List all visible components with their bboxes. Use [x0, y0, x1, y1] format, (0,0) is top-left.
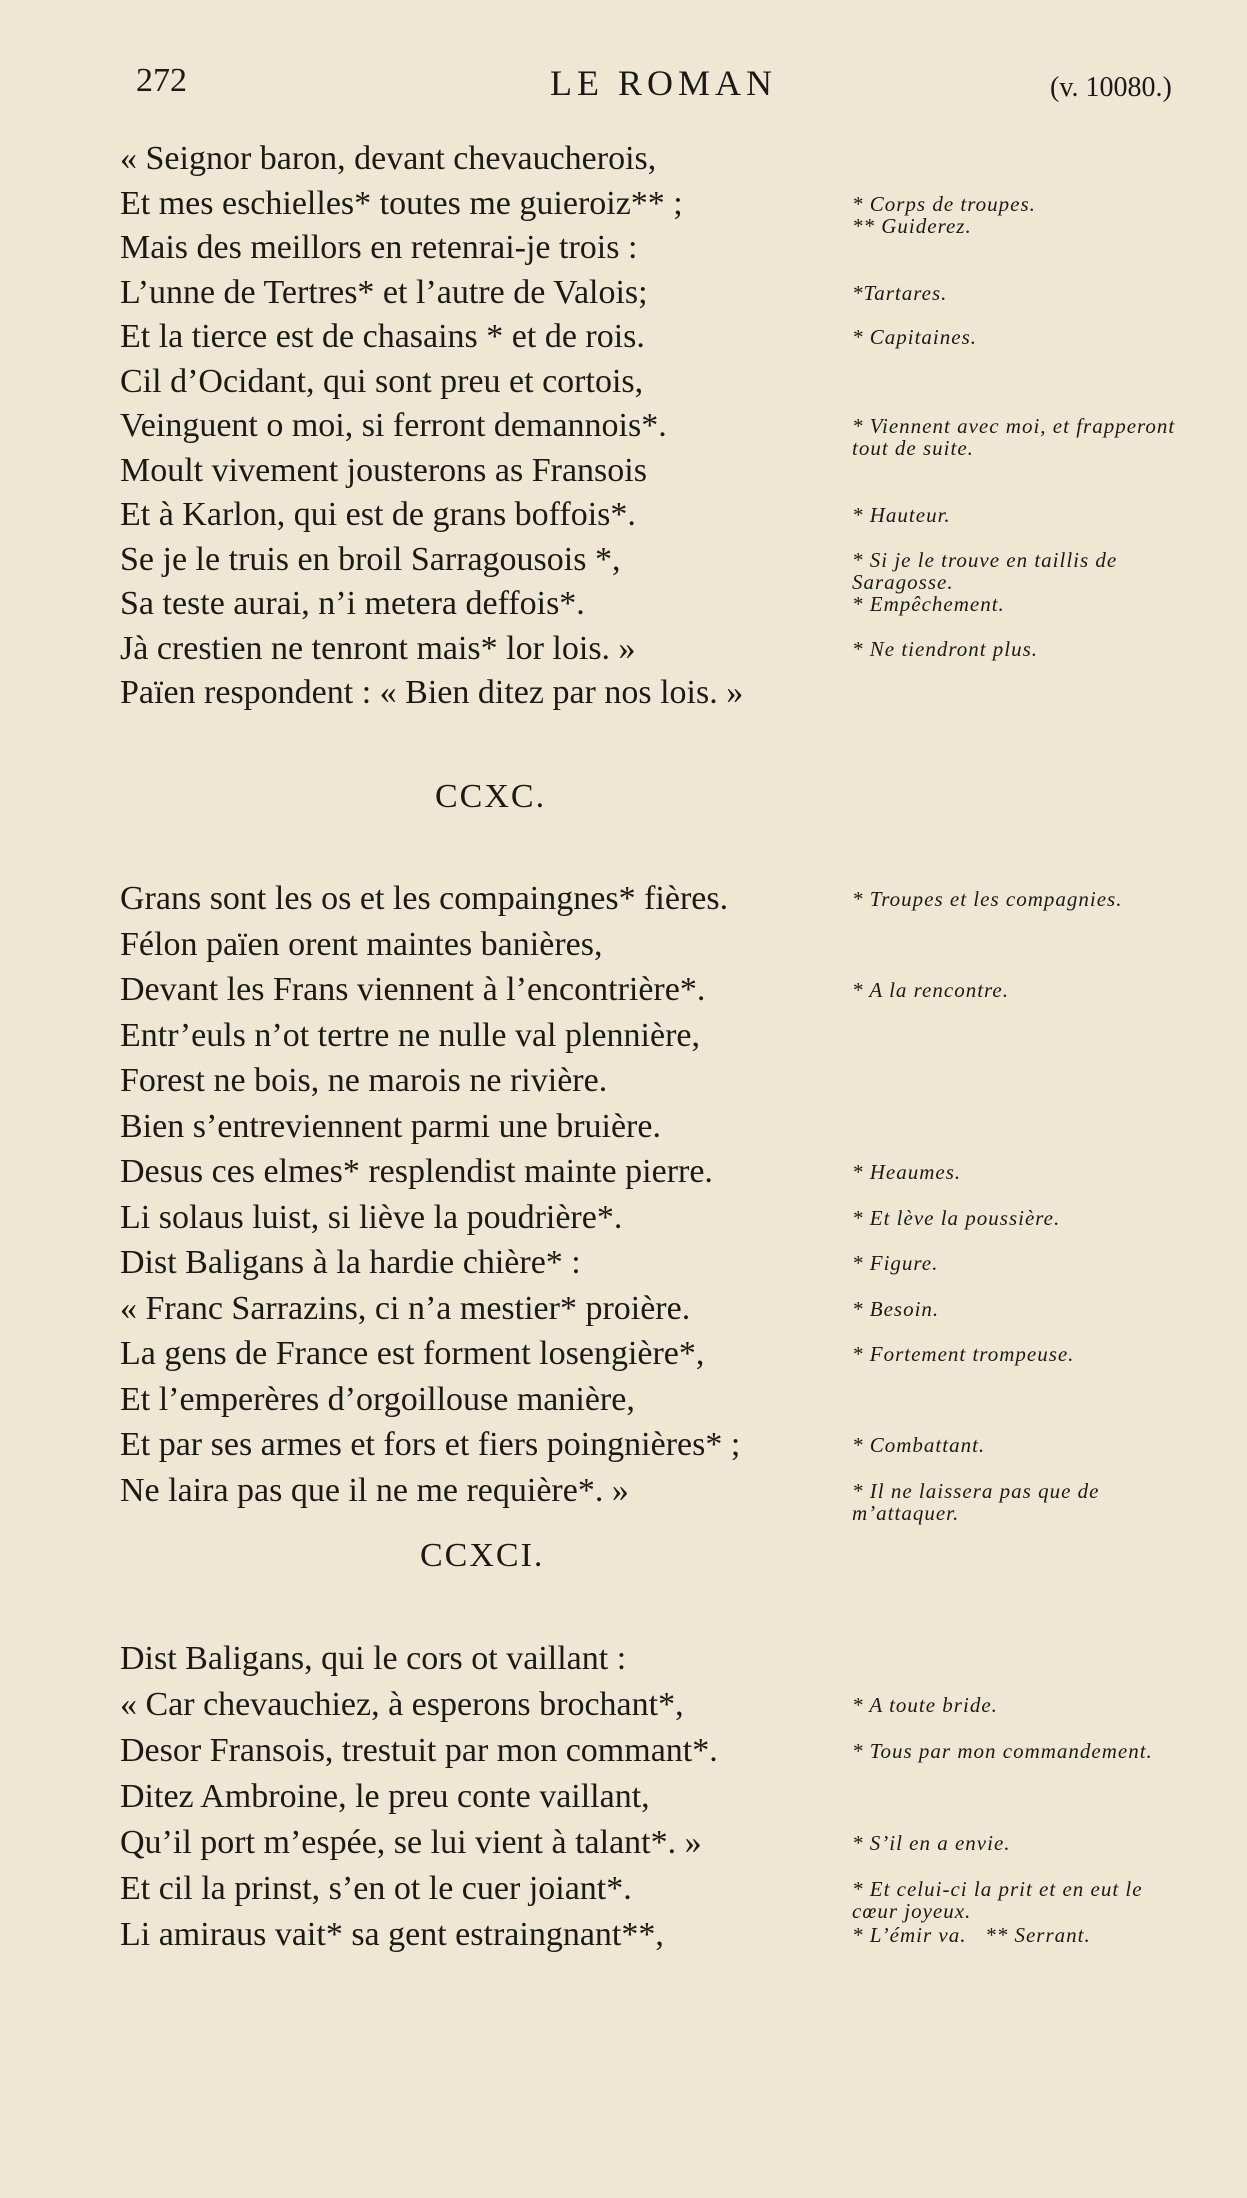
- verse-line: Qu’il port m’espée, se lui vient à talant*. »: [120, 1824, 702, 1861]
- margin-note: * A la rencontre.: [852, 978, 1009, 1002]
- verse-line: Li amiraus vait* sa gent estraingnant**,: [120, 1916, 664, 1953]
- page-number: 272: [136, 62, 187, 99]
- verse-line: Et cil la prinst, s’en ot le cuer joiant*.: [120, 1870, 632, 1907]
- margin-note: * Fortement trompeuse.: [852, 1342, 1075, 1366]
- margin-note: * Il ne laissera pas que de m’attaquer.: [852, 1478, 1106, 1525]
- margin-note: * Heaumes.: [852, 1160, 962, 1184]
- margin-note: * Figure.: [852, 1251, 939, 1275]
- verse-line: « Seignor baron, devant chevaucherois,: [120, 140, 657, 177]
- verse-line: Se je le truis en broil Sarragousois *,: [120, 540, 621, 578]
- stanza-heading: CCXC.: [435, 778, 547, 815]
- verse-line: Cil d’Ocidant, qui sont preu et cortois,: [120, 362, 644, 400]
- verse-line: Dist Baligans à la hardie chière* :: [120, 1244, 581, 1281]
- verse-line: Veinguent o moi, si ferront demannois*.: [120, 407, 667, 444]
- verse-line: Desus ces elmes* resplendist mainte pierre.: [120, 1153, 713, 1190]
- verse-reference: (v. 10080.): [1050, 72, 1172, 103]
- verse-line: Moult vivement jousterons as Fransois: [120, 451, 647, 489]
- margin-note: * Empêchement.: [852, 592, 1005, 616]
- margin-note: * Hauteur.: [852, 503, 951, 527]
- margin-note: * Troupes et les compagnies.: [852, 887, 1123, 911]
- stanza-heading: CCXCI.: [420, 1537, 545, 1574]
- verse-line: Dist Baligans, qui le cors ot vaillant :: [120, 1640, 627, 1677]
- margin-note: * Si je le trouve en taillis de Saragosse.: [852, 547, 1124, 594]
- verse-line: Et par ses armes et fors et fiers poingnières* ;: [120, 1426, 741, 1463]
- margin-note: * L’émir va. ** Serrant.: [852, 1923, 1091, 1947]
- verse-line: Devant les Frans viennent à l’encontrière*.: [120, 971, 706, 1008]
- verse-line: Jà crestien ne tenront mais* lor lois. »: [120, 629, 636, 667]
- verse-line: Desor Fransois, trestuit par mon commant*.: [120, 1732, 718, 1769]
- verse-line: Grans sont les os et les compaingnes* fières.: [120, 880, 729, 917]
- verse-line: La gens de France est forment losengière*,: [120, 1335, 705, 1372]
- margin-note: * Viennent avec moi, et frapperont tout de suite.: [852, 414, 1182, 460]
- margin-note: * Tous par mon commandement.: [852, 1739, 1153, 1763]
- verse-line: Li solaus luist, si liève la poudrière*.: [120, 1198, 623, 1236]
- verse-line: Forest ne bois, ne marois ne rivière.: [120, 1062, 608, 1099]
- margin-note: * Capitaines.: [852, 325, 978, 349]
- verse-line: Bien s’entreviennent parmi une bruière.: [120, 1107, 661, 1145]
- running-title: LE ROMAN: [550, 63, 777, 103]
- verse-line: Et l’emperères d’orgoillouse manière,: [120, 1380, 635, 1418]
- verse-line: L’unne de Tertres* et l’autre de Valois;: [120, 273, 648, 311]
- margin-note: *Tartares.: [852, 280, 948, 305]
- verse-line: « Car chevauchiez, à esperons brochant*,: [120, 1686, 684, 1723]
- margin-note: * A toute bride.: [852, 1693, 998, 1717]
- verse-line: Félon païen orent maintes banières,: [120, 925, 603, 963]
- margin-note: * Corps de troupes. ** Guiderez.: [852, 191, 1036, 238]
- margin-note: * S’il en a envie.: [852, 1831, 1011, 1855]
- verse-line: Et mes eschielles* toutes me guieroiz** ;: [120, 184, 683, 222]
- verse-line: Et la tierce est de chasains * et de rois.: [120, 318, 645, 355]
- verse-line: Ne laira pas que il ne me requière*. »: [120, 1471, 629, 1509]
- margin-note: * Besoin.: [852, 1296, 940, 1321]
- verse-line: « Franc Sarrazins, ci n’a mestier* proière.: [120, 1289, 691, 1327]
- margin-note: * Combattant.: [852, 1433, 986, 1457]
- verse-line: Entr’euls n’ot tertre ne nulle val plennière,: [120, 1016, 700, 1054]
- verse-line: Païen respondent : « Bien ditez par nos lois. »: [120, 674, 744, 711]
- verse-line: Et à Karlon, qui est de grans boffois*.: [120, 496, 636, 533]
- verse-line: Sa teste aurai, n’i metera deffois*.: [120, 585, 585, 622]
- verse-line: Mais des meillors en retenrai-je trois :: [120, 229, 638, 266]
- verse-line: Ditez Ambroine, le preu conte vaillant,: [120, 1778, 650, 1815]
- margin-note: * Et celui-ci la prit et en eut le cœur joyeux.: [852, 1877, 1149, 1923]
- margin-note: * Ne tiendront plus.: [852, 636, 1039, 661]
- margin-note: * Et lève la poussière.: [852, 1205, 1061, 1230]
